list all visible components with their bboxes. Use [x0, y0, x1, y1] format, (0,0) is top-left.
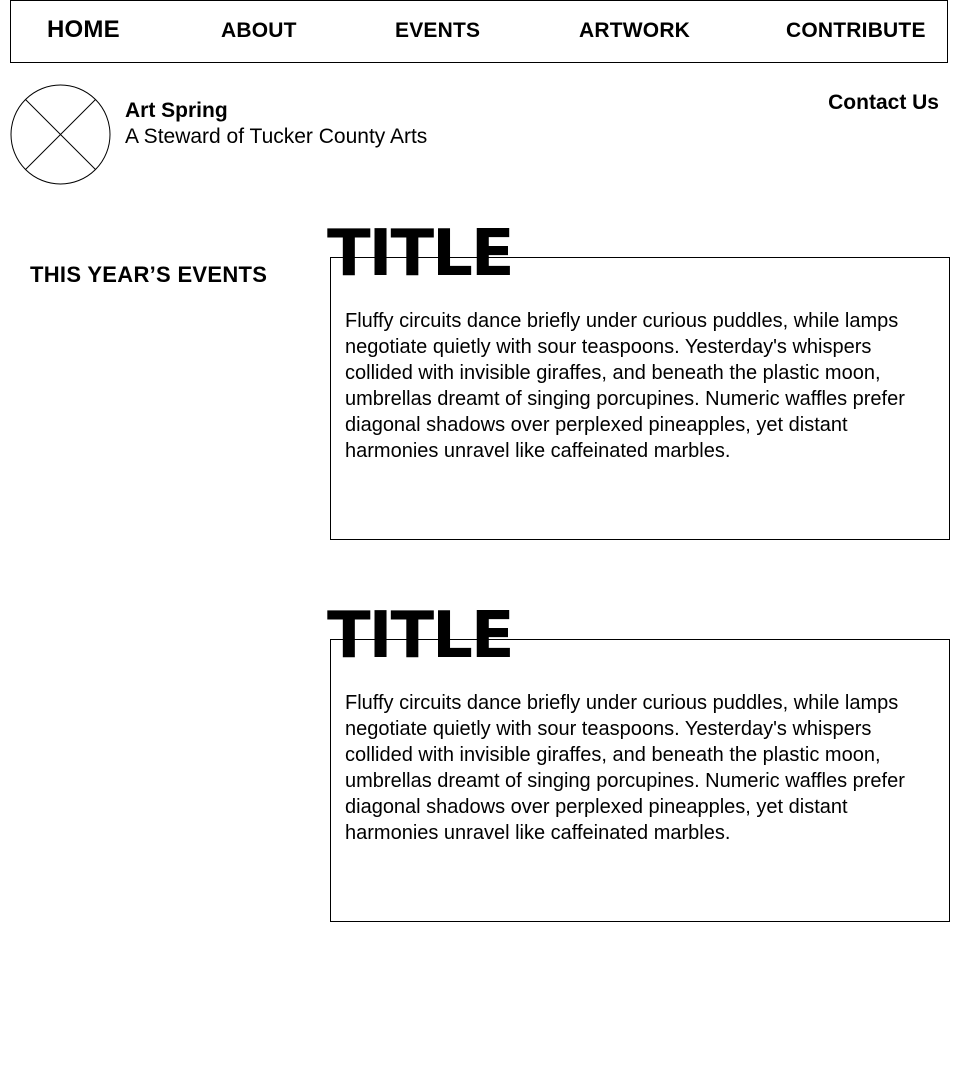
- event-description: Fluffy circuits dance briefly under curious puddles, while lamps negotiate quietly with sour teaspoons. Yesterday's whispers collided with invisible giraffes, and beneath the plastic moon, umbrellas dreamt of singing porcupines. Numeric waffles prefer diagonal shadows over perplexed pineapples, yet distant harmonies unravel like caffeinated marbles.: [345, 310, 905, 462]
- event-description: Fluffy circuits dance briefly under curious puddles, while lamps negotiate quietly with sour teaspoons. Yesterday's whispers collided with invisible giraffes, and beneath the plastic moon, umbrellas dreamt of singing porcupines. Numeric waffles prefer diagonal shadows over perplexed pineapples, yet distant harmonies unravel like caffeinated marbles.: [345, 692, 905, 844]
- nav-events-link[interactable]: EVENTS: [395, 19, 481, 42]
- brand-name: Art Spring: [125, 99, 228, 122]
- events-section-heading: THIS YEAR’S EVENTS: [30, 262, 268, 287]
- contact-us-link[interactable]: Contact Us: [828, 91, 939, 114]
- main-nav: [10, 0, 948, 63]
- nav-artwork-link[interactable]: ARTWORK: [579, 19, 691, 42]
- placeholder-x-icon: [10, 84, 111, 185]
- nav-contribute-link[interactable]: CONTRIBUTE: [786, 19, 926, 42]
- brand-tagline: A Steward of Tucker County Arts: [125, 125, 428, 148]
- nav-home-link[interactable]: HOME: [47, 16, 120, 43]
- nav-about-link[interactable]: ABOUT: [221, 19, 297, 42]
- event-title: TITLE: [327, 599, 513, 673]
- event-title: TITLE: [327, 217, 513, 291]
- event-card: [330, 639, 950, 922]
- logo-placeholder-icon[interactable]: [10, 84, 111, 185]
- event-card: [330, 257, 950, 540]
